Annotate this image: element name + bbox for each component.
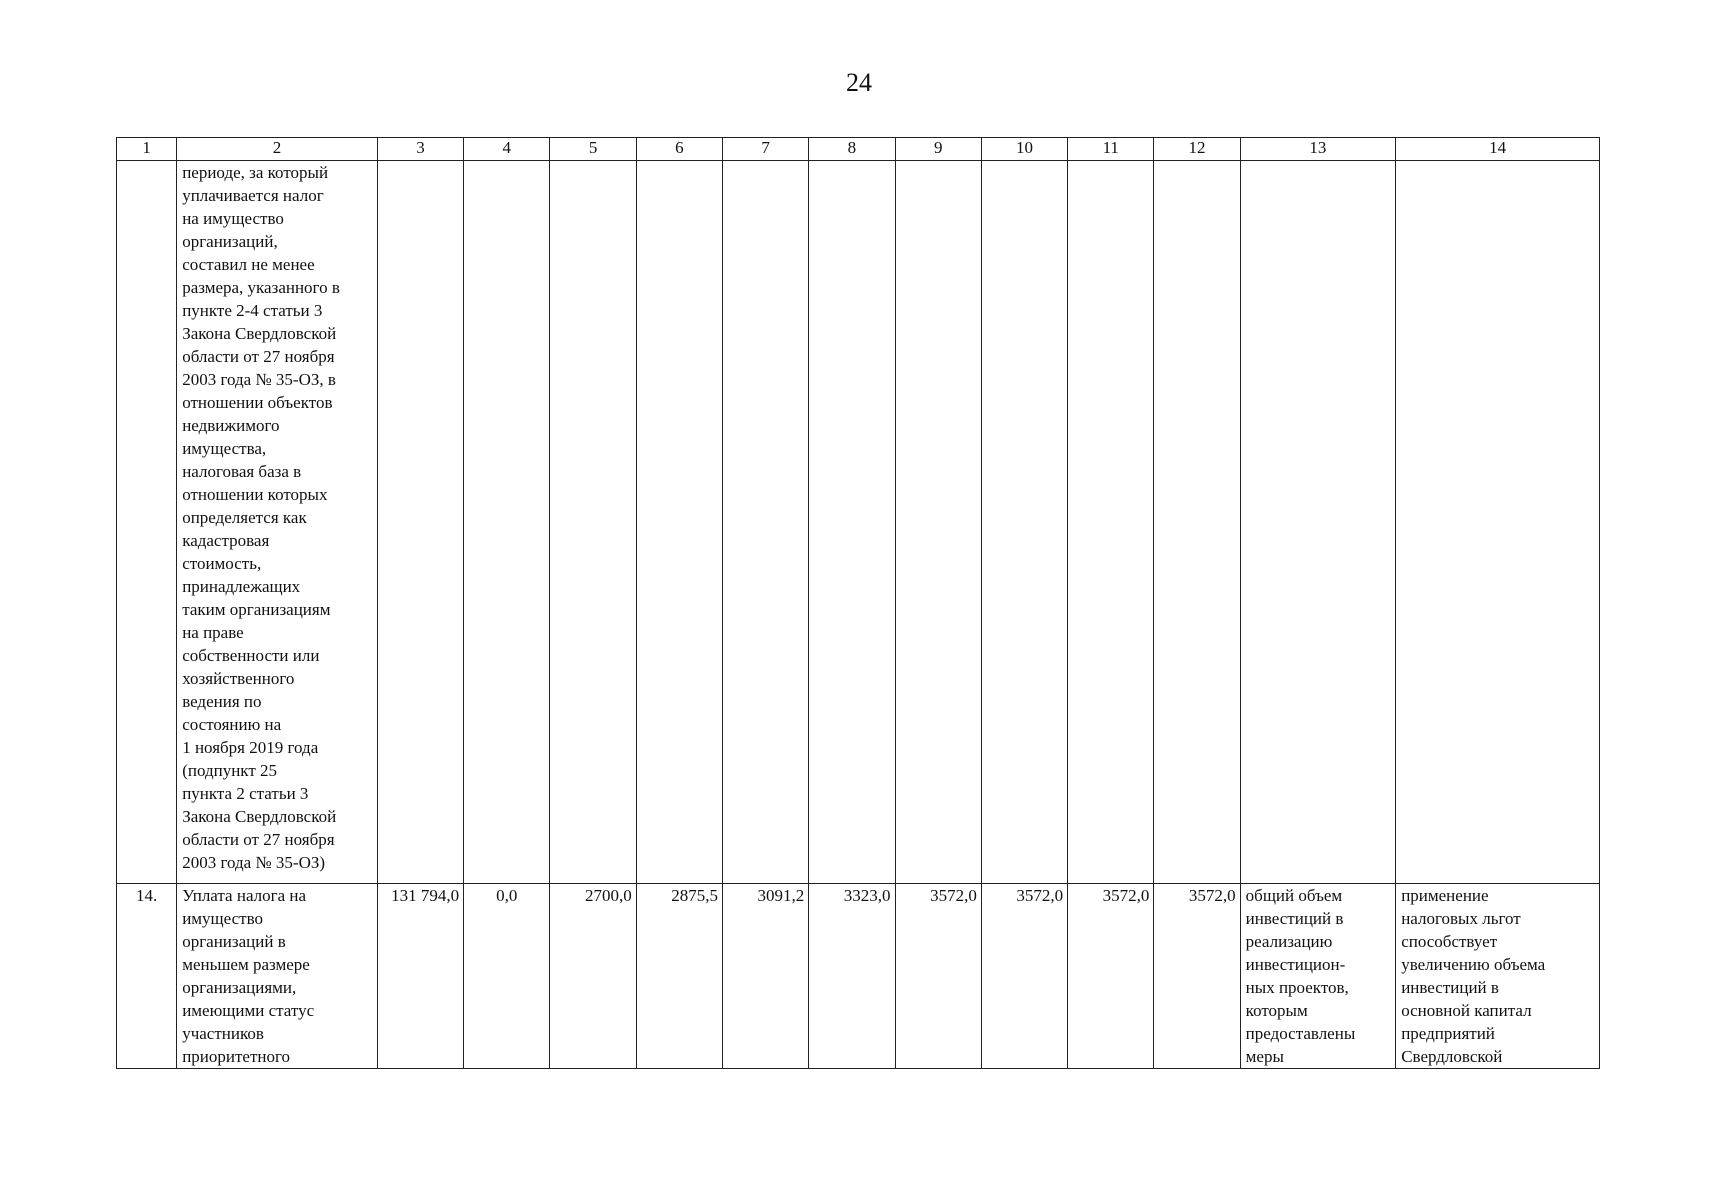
column-header-14: 14 [1396, 138, 1600, 161]
cell-effect: применение налоговых льгот способствует увеличению объема инвестиций в основной капитал предприятий Свердловской [1396, 884, 1600, 1069]
column-header-12: 12 [1154, 138, 1240, 161]
column-header-2: 2 [177, 138, 378, 161]
cell-value-col3 [377, 161, 463, 884]
cell-value-col9 [895, 161, 981, 884]
column-header-4: 4 [464, 138, 550, 161]
column-header-7: 7 [722, 138, 808, 161]
cell-value-col10: 3572,0 [981, 884, 1067, 1069]
column-header-5: 5 [550, 138, 636, 161]
cell-value-col3: 131 794,0 [377, 884, 463, 1069]
table-row [117, 884, 1600, 1069]
cell-value-col10 [981, 161, 1067, 884]
cell-value-col12: 3572,0 [1154, 884, 1240, 1069]
cell-value-col4 [464, 161, 550, 884]
cell-number: 14. [117, 884, 177, 1069]
cell-value-col11 [1068, 161, 1154, 884]
cell-value-col6 [636, 161, 722, 884]
header-row [117, 138, 1600, 161]
table-row [117, 161, 1600, 884]
cell-value-col7: 3091,2 [722, 884, 808, 1069]
cell-value-col5 [550, 161, 636, 884]
cell-value-col11: 3572,0 [1068, 884, 1154, 1069]
cell-value-col5: 2700,0 [550, 884, 636, 1069]
cell-value-col4: 0,0 [464, 884, 550, 1069]
cell-number [117, 161, 177, 884]
cell-value-col12 [1154, 161, 1240, 884]
cell-indicator: общий объем инвестиций в реализацию инвестицион- ных проектов, которым предоставлены меры [1240, 884, 1396, 1069]
column-header-3: 3 [377, 138, 463, 161]
column-header-11: 11 [1068, 138, 1154, 161]
column-header-10: 10 [981, 138, 1067, 161]
cell-value-col8: 3323,0 [809, 884, 895, 1069]
cell-value-col8 [809, 161, 895, 884]
cell-value-col7 [722, 161, 808, 884]
page-number: 24 [846, 68, 872, 97]
cell-description: периоде, за который уплачивается налог на имущество организаций, составил не менее размера, указанного в пункте 2-4 статьи 3 Закона Свердловской области от 27 ноября 2003 года № 35-ОЗ, в отношении объектов недвижимого имущества, налоговая база в отношении которых определяется как кадастровая стоимость, принадлежащих таким организациям на праве собственности или хозяйственного ведения по состоянию на 1 ноября 2019 года (подпункт 25 пункта 2 статьи 3 Закона Свердловской области от 27 ноября 2003 года № 35-ОЗ) [177, 161, 378, 884]
column-header-6: 6 [636, 138, 722, 161]
cell-indicator [1240, 161, 1396, 884]
cell-value-col6: 2875,5 [636, 884, 722, 1069]
indicators-table [116, 137, 1600, 1069]
column-header-8: 8 [809, 138, 895, 161]
cell-description: Уплата налога на имущество организаций в меньшем размере организациями, имеющими статус участников приоритетного [177, 884, 378, 1069]
column-header-1: 1 [117, 138, 177, 161]
cell-effect [1396, 161, 1600, 884]
cell-value-col9: 3572,0 [895, 884, 981, 1069]
column-header-13: 13 [1240, 138, 1396, 161]
column-header-9: 9 [895, 138, 981, 161]
